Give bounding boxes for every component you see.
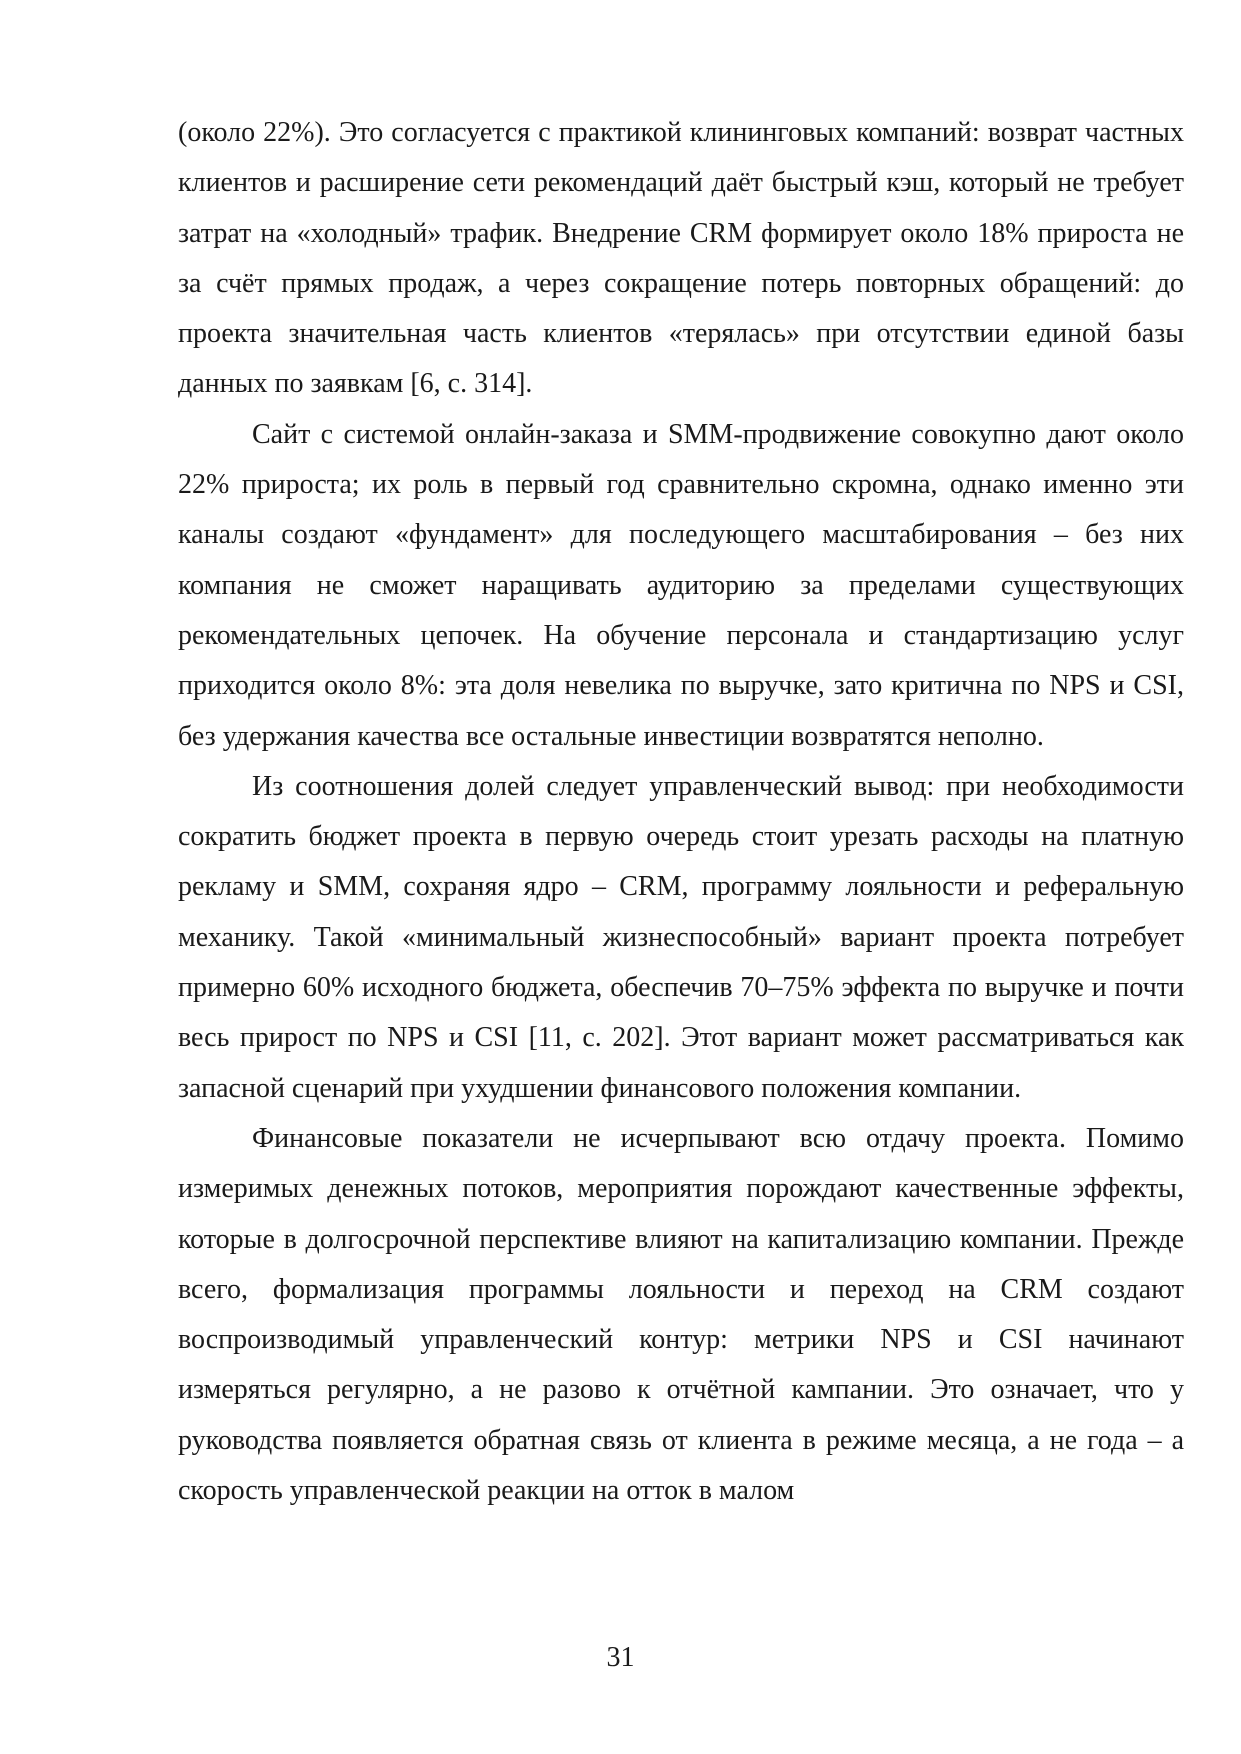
paragraph: Финансовые показатели не исчерпывают всю отдачу проекта. Помимо измеримых денежных потоков, мероприятия порождают качественные эффекты, которые в долгосрочной перспективе влияют на капитализацию компании. Прежде всего, формализация программы лояльности и переход на CRM создают воспроизводимый управленческий контур: метрики NPS и CSI начинают измеряться регулярно, а не разово к отчётной кампании. Это означает, что у руководства появляется обратная связь от клиента в режиме месяца, а не года – а скорость управленческой реакции на отток в малом — [178, 1122, 1184, 1507]
paragraph: Из соотношения долей следует управленческий вывод: при необходимости сократить бюджет проекта в первую очередь стоит урезать расходы на платную рекламу и SMM, сохраняя ядро – CRM, программу лояльности и реферальную механику. Такой «минимальный жизнеспособный» вариант проекта потребует примерно 60% исходного бюджета, обеспечив 70–75% эффекта по выручке и почти весь прирост по NPS и CSI [11, с. 202]. Этот вариант может рассматриваться как запасной сценарий при ухудшении финансового положения компании. — [178, 770, 1184, 1104]
page-number: 31 — [606, 1642, 635, 1673]
body-text — [178, 108, 1184, 1516]
paragraph: Сайт с системой онлайн-заказа и SMM-продвижение совокупно дают около 22% прироста; их роль в первый год сравнительно скромна, однако именно эти каналы создают «фундамент» для последующего масштабирования – без них компания не сможет наращивать аудиторию за пределами существующих рекомендательных цепочек. На обучение персонала и стандартизацию услуг приходится около 8%: эта доля невелика по выручке, зато критична по NPS и CSI, без удержания качества все остальные инвестиции возвратятся неполно. — [178, 418, 1184, 752]
paragraph-continued: (около 22%). Это согласуется с практикой клининговых компаний: возврат частных клиентов и расширение сети рекомендаций даёт быстрый кэш, который не требует затрат на «холодный» трафик. Внедрение CRM формирует около 18% прироста не за счёт прямых продаж, а через сокращение потерь повторных обращений: до проекта значительная часть клиентов «терялась» при отсутствии единой базы данных по заявкам [6, с. 314]. — [178, 117, 1184, 400]
